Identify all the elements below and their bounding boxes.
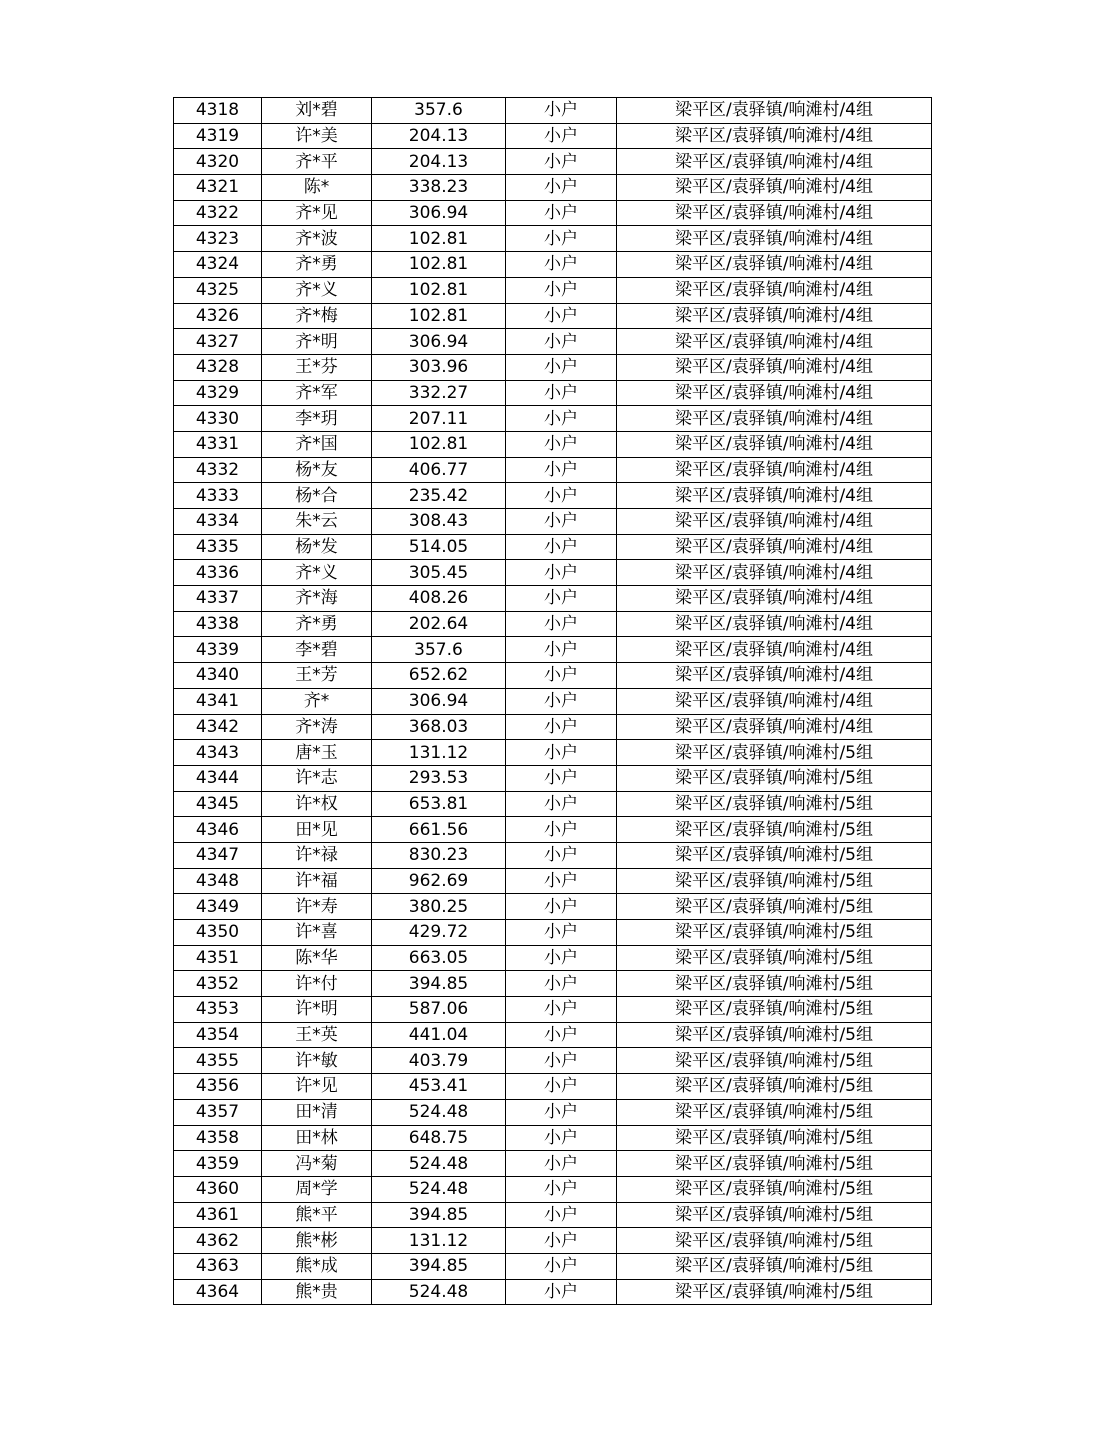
row-number-cell: 4352 <box>174 971 262 997</box>
address-cell: 梁平区/袁驿镇/响滩村/4组 <box>617 560 932 586</box>
row-number-cell: 4351 <box>174 945 262 971</box>
area-cell: 441.04 <box>372 1022 506 1048</box>
address-cell: 梁平区/袁驿镇/响滩村/5组 <box>617 868 932 894</box>
address-cell: 梁平区/袁驿镇/响滩村/5组 <box>617 1074 932 1100</box>
address-cell: 梁平区/袁驿镇/响滩村/4组 <box>617 226 932 252</box>
row-number-cell: 4322 <box>174 200 262 226</box>
row-number-cell: 4318 <box>174 98 262 124</box>
household-type-cell: 小户 <box>506 1202 617 1228</box>
area-cell: 306.94 <box>372 200 506 226</box>
name-cell: 冯*菊 <box>262 1151 372 1177</box>
address-cell: 梁平区/袁驿镇/响滩村/4组 <box>617 611 932 637</box>
table-row <box>174 1022 932 1048</box>
name-cell: 田*见 <box>262 817 372 843</box>
row-number-cell: 4325 <box>174 277 262 303</box>
table-row <box>174 560 932 586</box>
row-number-cell: 4342 <box>174 714 262 740</box>
household-type-cell: 小户 <box>506 1228 617 1254</box>
area-cell: 204.13 <box>372 123 506 149</box>
name-cell: 许*志 <box>262 765 372 791</box>
address-cell: 梁平区/袁驿镇/响滩村/5组 <box>617 842 932 868</box>
area-cell: 102.81 <box>372 226 506 252</box>
household-type-cell: 小户 <box>506 509 617 535</box>
table-row <box>174 817 932 843</box>
address-cell: 梁平区/袁驿镇/响滩村/5组 <box>617 997 932 1023</box>
row-number-cell: 4324 <box>174 252 262 278</box>
row-number-cell: 4330 <box>174 406 262 432</box>
row-number-cell: 4327 <box>174 329 262 355</box>
area-cell: 368.03 <box>372 714 506 740</box>
table-row <box>174 1279 932 1305</box>
area-cell: 306.94 <box>372 329 506 355</box>
row-number-cell: 4335 <box>174 534 262 560</box>
name-cell: 许*权 <box>262 791 372 817</box>
row-number-cell: 4345 <box>174 791 262 817</box>
table-row <box>174 688 932 714</box>
row-number-cell: 4326 <box>174 303 262 329</box>
name-cell: 许*付 <box>262 971 372 997</box>
row-number-cell: 4361 <box>174 1202 262 1228</box>
area-cell: 207.11 <box>372 406 506 432</box>
household-type-cell: 小户 <box>506 123 617 149</box>
address-cell: 梁平区/袁驿镇/响滩村/5组 <box>617 1253 932 1279</box>
household-type-cell: 小户 <box>506 1151 617 1177</box>
area-cell: 235.42 <box>372 483 506 509</box>
household-type-cell: 小户 <box>506 483 617 509</box>
row-number-cell: 4319 <box>174 123 262 149</box>
household-type-cell: 小户 <box>506 714 617 740</box>
area-cell: 524.48 <box>372 1151 506 1177</box>
area-cell: 648.75 <box>372 1125 506 1151</box>
address-cell: 梁平区/袁驿镇/响滩村/4组 <box>617 534 932 560</box>
table-row <box>174 329 932 355</box>
area-cell: 131.12 <box>372 1228 506 1254</box>
household-type-cell: 小户 <box>506 1253 617 1279</box>
household-type-cell: 小户 <box>506 765 617 791</box>
address-cell: 梁平区/袁驿镇/响滩村/4组 <box>617 149 932 175</box>
area-cell: 524.48 <box>372 1099 506 1125</box>
address-cell: 梁平区/袁驿镇/响滩村/4组 <box>617 329 932 355</box>
household-type-cell: 小户 <box>506 817 617 843</box>
name-cell: 齐*见 <box>262 200 372 226</box>
table-row <box>174 1253 932 1279</box>
area-cell: 102.81 <box>372 277 506 303</box>
table-row <box>174 431 932 457</box>
name-cell: 齐* <box>262 688 372 714</box>
area-cell: 204.13 <box>372 149 506 175</box>
table-row <box>174 354 932 380</box>
row-number-cell: 4364 <box>174 1279 262 1305</box>
name-cell: 齐*勇 <box>262 611 372 637</box>
table-row <box>174 740 932 766</box>
table-row <box>174 175 932 201</box>
table-row <box>174 149 932 175</box>
name-cell: 齐*军 <box>262 380 372 406</box>
address-cell: 梁平区/袁驿镇/响滩村/5组 <box>617 1176 932 1202</box>
household-type-cell: 小户 <box>506 1074 617 1100</box>
row-number-cell: 4340 <box>174 663 262 689</box>
household-type-cell: 小户 <box>506 303 617 329</box>
name-cell: 齐*国 <box>262 431 372 457</box>
row-number-cell: 4346 <box>174 817 262 843</box>
row-number-cell: 4343 <box>174 740 262 766</box>
household-type-cell: 小户 <box>506 1022 617 1048</box>
row-number-cell: 4339 <box>174 637 262 663</box>
household-table <box>173 97 932 1305</box>
table-row <box>174 637 932 663</box>
table-row <box>174 1125 932 1151</box>
area-cell: 305.45 <box>372 560 506 586</box>
row-number-cell: 4337 <box>174 586 262 612</box>
row-number-cell: 4353 <box>174 997 262 1023</box>
household-type-cell: 小户 <box>506 98 617 124</box>
address-cell: 梁平区/袁驿镇/响滩村/5组 <box>617 1125 932 1151</box>
area-cell: 403.79 <box>372 1048 506 1074</box>
address-cell: 梁平区/袁驿镇/响滩村/4组 <box>617 123 932 149</box>
household-type-cell: 小户 <box>506 200 617 226</box>
area-cell: 306.94 <box>372 688 506 714</box>
table-row <box>174 1202 932 1228</box>
name-cell: 齐*平 <box>262 149 372 175</box>
area-cell: 102.81 <box>372 431 506 457</box>
area-cell: 830.23 <box>372 842 506 868</box>
area-cell: 524.48 <box>372 1279 506 1305</box>
address-cell: 梁平区/袁驿镇/响滩村/4组 <box>617 586 932 612</box>
household-type-cell: 小户 <box>506 1279 617 1305</box>
name-cell: 李*玥 <box>262 406 372 432</box>
name-cell: 齐*勇 <box>262 252 372 278</box>
household-type-cell: 小户 <box>506 611 617 637</box>
address-cell: 梁平区/袁驿镇/响滩村/4组 <box>617 175 932 201</box>
row-number-cell: 4347 <box>174 842 262 868</box>
row-number-cell: 4359 <box>174 1151 262 1177</box>
table-row <box>174 791 932 817</box>
address-cell: 梁平区/袁驿镇/响滩村/5组 <box>617 920 932 946</box>
row-number-cell: 4356 <box>174 1074 262 1100</box>
household-type-cell: 小户 <box>506 252 617 278</box>
row-number-cell: 4341 <box>174 688 262 714</box>
name-cell: 陈* <box>262 175 372 201</box>
household-type-cell: 小户 <box>506 971 617 997</box>
table-row <box>174 1176 932 1202</box>
row-number-cell: 4344 <box>174 765 262 791</box>
address-cell: 梁平区/袁驿镇/响滩村/4组 <box>617 354 932 380</box>
row-number-cell: 4348 <box>174 868 262 894</box>
household-type-cell: 小户 <box>506 868 617 894</box>
table-row <box>174 971 932 997</box>
address-cell: 梁平区/袁驿镇/响滩村/4组 <box>617 200 932 226</box>
row-number-cell: 4358 <box>174 1125 262 1151</box>
area-cell: 652.62 <box>372 663 506 689</box>
table-row <box>174 714 932 740</box>
address-cell: 梁平区/袁驿镇/响滩村/5组 <box>617 1279 932 1305</box>
household-type-cell: 小户 <box>506 1099 617 1125</box>
table-row <box>174 1151 932 1177</box>
row-number-cell: 4355 <box>174 1048 262 1074</box>
address-cell: 梁平区/袁驿镇/响滩村/5组 <box>617 1099 932 1125</box>
name-cell: 许*敏 <box>262 1048 372 1074</box>
household-type-cell: 小户 <box>506 431 617 457</box>
area-cell: 394.85 <box>372 1253 506 1279</box>
area-cell: 380.25 <box>372 894 506 920</box>
table-row <box>174 586 932 612</box>
area-cell: 587.06 <box>372 997 506 1023</box>
address-cell: 梁平区/袁驿镇/响滩村/5组 <box>617 1228 932 1254</box>
household-type-cell: 小户 <box>506 791 617 817</box>
area-cell: 357.6 <box>372 637 506 663</box>
name-cell: 王*英 <box>262 1022 372 1048</box>
name-cell: 杨*合 <box>262 483 372 509</box>
table-row <box>174 123 932 149</box>
table-row <box>174 663 932 689</box>
area-cell: 663.05 <box>372 945 506 971</box>
household-type-cell: 小户 <box>506 226 617 252</box>
area-cell: 308.43 <box>372 509 506 535</box>
name-cell: 唐*玉 <box>262 740 372 766</box>
table-body <box>174 98 932 1305</box>
table-row <box>174 200 932 226</box>
address-cell: 梁平区/袁驿镇/响滩村/4组 <box>617 252 932 278</box>
row-number-cell: 4334 <box>174 509 262 535</box>
name-cell: 杨*友 <box>262 457 372 483</box>
address-cell: 梁平区/袁驿镇/响滩村/5组 <box>617 1022 932 1048</box>
address-cell: 梁平区/袁驿镇/响滩村/5组 <box>617 765 932 791</box>
household-type-cell: 小户 <box>506 277 617 303</box>
area-cell: 453.41 <box>372 1074 506 1100</box>
name-cell: 许*福 <box>262 868 372 894</box>
table-row <box>174 997 932 1023</box>
address-cell: 梁平区/袁驿镇/响滩村/5组 <box>617 945 932 971</box>
table-row <box>174 611 932 637</box>
address-cell: 梁平区/袁驿镇/响滩村/4组 <box>617 431 932 457</box>
area-cell: 338.23 <box>372 175 506 201</box>
table-row <box>174 1228 932 1254</box>
name-cell: 刘*碧 <box>262 98 372 124</box>
household-type-cell: 小户 <box>506 1176 617 1202</box>
row-number-cell: 4338 <box>174 611 262 637</box>
area-cell: 524.48 <box>372 1176 506 1202</box>
table-row <box>174 945 932 971</box>
address-cell: 梁平区/袁驿镇/响滩村/4组 <box>617 637 932 663</box>
name-cell: 齐*涛 <box>262 714 372 740</box>
area-cell: 293.53 <box>372 765 506 791</box>
name-cell: 齐*明 <box>262 329 372 355</box>
area-cell: 357.6 <box>372 98 506 124</box>
name-cell: 熊*平 <box>262 1202 372 1228</box>
table-row <box>174 920 932 946</box>
area-cell: 202.64 <box>372 611 506 637</box>
household-type-cell: 小户 <box>506 894 617 920</box>
table-row <box>174 98 932 124</box>
area-cell: 429.72 <box>372 920 506 946</box>
table-row <box>174 303 932 329</box>
household-type-cell: 小户 <box>506 406 617 432</box>
area-cell: 131.12 <box>372 740 506 766</box>
area-cell: 102.81 <box>372 303 506 329</box>
name-cell: 齐*义 <box>262 277 372 303</box>
address-cell: 梁平区/袁驿镇/响滩村/4组 <box>617 380 932 406</box>
household-type-cell: 小户 <box>506 688 617 714</box>
address-cell: 梁平区/袁驿镇/响滩村/4组 <box>617 663 932 689</box>
name-cell: 李*碧 <box>262 637 372 663</box>
name-cell: 杨*发 <box>262 534 372 560</box>
table-row <box>174 1048 932 1074</box>
household-type-cell: 小户 <box>506 945 617 971</box>
household-type-cell: 小户 <box>506 354 617 380</box>
name-cell: 周*学 <box>262 1176 372 1202</box>
address-cell: 梁平区/袁驿镇/响滩村/5组 <box>617 791 932 817</box>
name-cell: 陈*华 <box>262 945 372 971</box>
name-cell: 朱*云 <box>262 509 372 535</box>
area-cell: 661.56 <box>372 817 506 843</box>
area-cell: 394.85 <box>372 1202 506 1228</box>
row-number-cell: 4321 <box>174 175 262 201</box>
row-number-cell: 4333 <box>174 483 262 509</box>
area-cell: 408.26 <box>372 586 506 612</box>
address-cell: 梁平区/袁驿镇/响滩村/4组 <box>617 714 932 740</box>
name-cell: 田*林 <box>262 1125 372 1151</box>
household-type-cell: 小户 <box>506 560 617 586</box>
table-row <box>174 483 932 509</box>
household-type-cell: 小户 <box>506 920 617 946</box>
row-number-cell: 4349 <box>174 894 262 920</box>
household-type-cell: 小户 <box>506 637 617 663</box>
row-number-cell: 4363 <box>174 1253 262 1279</box>
household-type-cell: 小户 <box>506 175 617 201</box>
table-row <box>174 226 932 252</box>
household-type-cell: 小户 <box>506 457 617 483</box>
household-type-cell: 小户 <box>506 997 617 1023</box>
household-type-cell: 小户 <box>506 663 617 689</box>
household-type-cell: 小户 <box>506 380 617 406</box>
row-number-cell: 4350 <box>174 920 262 946</box>
name-cell: 齐*梅 <box>262 303 372 329</box>
name-cell: 齐*波 <box>262 226 372 252</box>
table-row <box>174 277 932 303</box>
table-row <box>174 534 932 560</box>
name-cell: 熊*彬 <box>262 1228 372 1254</box>
row-number-cell: 4362 <box>174 1228 262 1254</box>
row-number-cell: 4320 <box>174 149 262 175</box>
area-cell: 514.05 <box>372 534 506 560</box>
name-cell: 王*芬 <box>262 354 372 380</box>
name-cell: 许*见 <box>262 1074 372 1100</box>
table-row <box>174 842 932 868</box>
name-cell: 熊*成 <box>262 1253 372 1279</box>
name-cell: 许*禄 <box>262 842 372 868</box>
name-cell: 许*寿 <box>262 894 372 920</box>
area-cell: 406.77 <box>372 457 506 483</box>
area-cell: 653.81 <box>372 791 506 817</box>
address-cell: 梁平区/袁驿镇/响滩村/5组 <box>617 740 932 766</box>
row-number-cell: 4329 <box>174 380 262 406</box>
row-number-cell: 4328 <box>174 354 262 380</box>
name-cell: 熊*贵 <box>262 1279 372 1305</box>
area-cell: 303.96 <box>372 354 506 380</box>
row-number-cell: 4331 <box>174 431 262 457</box>
table-row <box>174 509 932 535</box>
table-row <box>174 1074 932 1100</box>
name-cell: 许*美 <box>262 123 372 149</box>
household-type-cell: 小户 <box>506 1125 617 1151</box>
household-type-cell: 小户 <box>506 329 617 355</box>
name-cell: 许*明 <box>262 997 372 1023</box>
row-number-cell: 4323 <box>174 226 262 252</box>
address-cell: 梁平区/袁驿镇/响滩村/5组 <box>617 1151 932 1177</box>
address-cell: 梁平区/袁驿镇/响滩村/5组 <box>617 817 932 843</box>
household-type-cell: 小户 <box>506 842 617 868</box>
household-type-cell: 小户 <box>506 534 617 560</box>
household-type-cell: 小户 <box>506 586 617 612</box>
row-number-cell: 4360 <box>174 1176 262 1202</box>
address-cell: 梁平区/袁驿镇/响滩村/4组 <box>617 277 932 303</box>
household-type-cell: 小户 <box>506 1048 617 1074</box>
table-row <box>174 457 932 483</box>
area-cell: 962.69 <box>372 868 506 894</box>
table-row <box>174 380 932 406</box>
address-cell: 梁平区/袁驿镇/响滩村/4组 <box>617 98 932 124</box>
table-row <box>174 868 932 894</box>
name-cell: 王*芳 <box>262 663 372 689</box>
row-number-cell: 4357 <box>174 1099 262 1125</box>
row-number-cell: 4332 <box>174 457 262 483</box>
address-cell: 梁平区/袁驿镇/响滩村/4组 <box>617 509 932 535</box>
address-cell: 梁平区/袁驿镇/响滩村/4组 <box>617 688 932 714</box>
table-row <box>174 1099 932 1125</box>
name-cell: 田*清 <box>262 1099 372 1125</box>
table-row <box>174 765 932 791</box>
household-type-cell: 小户 <box>506 149 617 175</box>
address-cell: 梁平区/袁驿镇/响滩村/4组 <box>617 483 932 509</box>
name-cell: 齐*海 <box>262 586 372 612</box>
area-cell: 102.81 <box>372 252 506 278</box>
area-cell: 394.85 <box>372 971 506 997</box>
area-cell: 332.27 <box>372 380 506 406</box>
household-type-cell: 小户 <box>506 740 617 766</box>
name-cell: 齐*义 <box>262 560 372 586</box>
table-row <box>174 252 932 278</box>
address-cell: 梁平区/袁驿镇/响滩村/4组 <box>617 457 932 483</box>
address-cell: 梁平区/袁驿镇/响滩村/5组 <box>617 971 932 997</box>
address-cell: 梁平区/袁驿镇/响滩村/5组 <box>617 1048 932 1074</box>
table-row <box>174 406 932 432</box>
address-cell: 梁平区/袁驿镇/响滩村/4组 <box>617 303 932 329</box>
name-cell: 许*喜 <box>262 920 372 946</box>
address-cell: 梁平区/袁驿镇/响滩村/5组 <box>617 894 932 920</box>
row-number-cell: 4354 <box>174 1022 262 1048</box>
address-cell: 梁平区/袁驿镇/响滩村/4组 <box>617 406 932 432</box>
address-cell: 梁平区/袁驿镇/响滩村/5组 <box>617 1202 932 1228</box>
table-row <box>174 894 932 920</box>
row-number-cell: 4336 <box>174 560 262 586</box>
